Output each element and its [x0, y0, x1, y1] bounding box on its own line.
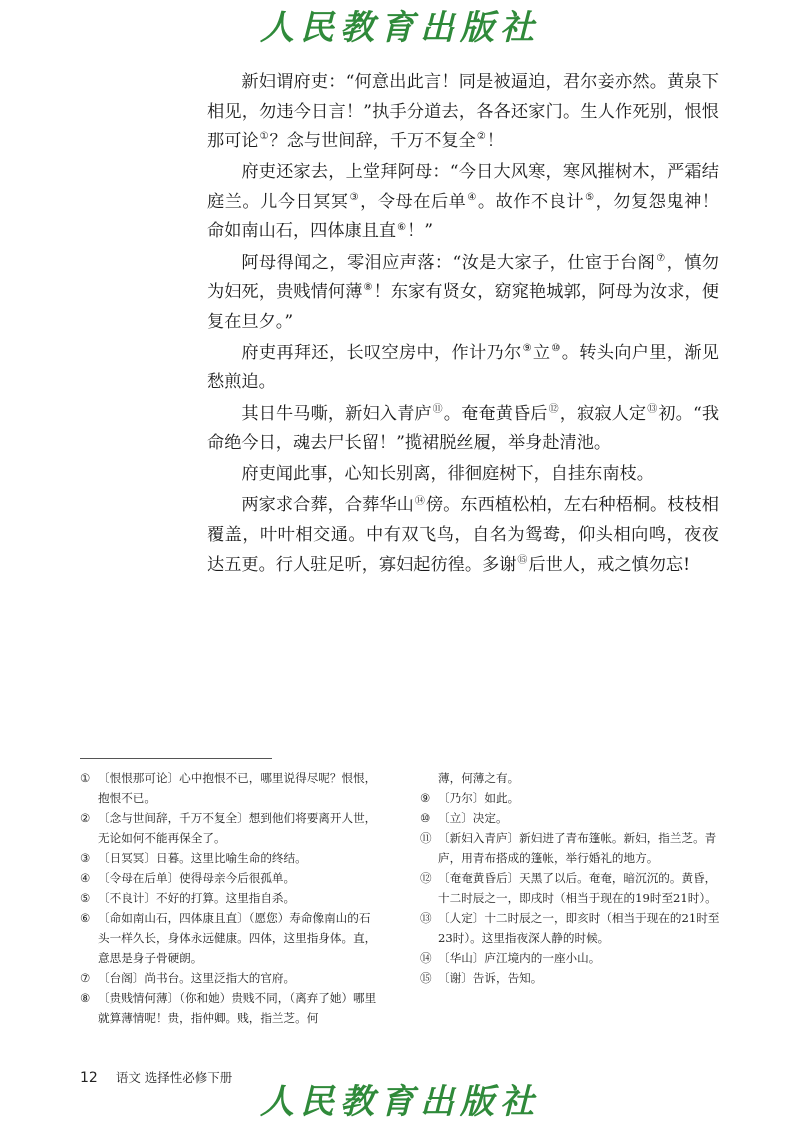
poem-text-run: ！”: [407, 221, 434, 242]
poem-text-run: 新妇谓府吏：“何意出此言！同是被逼迫，君尔妾亦然。黄泉下相见，勿违今日言！”执手分道去，各各还家门。生人作死别，恨恨那可论: [207, 72, 719, 152]
poem-paragraph: [207, 460, 719, 490]
poem-text-run: ，寂寂人定: [559, 403, 647, 424]
footnote-marker[interactable]: ⑤: [585, 192, 595, 204]
poem-text-run: 府吏还家去，上堂拜阿母：“今日大风寒，寒风摧树木，严霜结庭兰。儿今日冥冥: [207, 162, 719, 212]
footnote-text: 〔台阁〕尚书台。这里泛指大的官府。: [98, 971, 296, 985]
footnote-text: 〔令母在后单〕使得母亲今后很孤单。: [98, 871, 296, 885]
book-title: 语文 选择性必修下册: [115, 1070, 233, 1085]
poem-text-run: 两家求合葬，合葬华山: [241, 495, 414, 516]
footnotes-left-column: [80, 768, 380, 1028]
poem-text-run: ？念与世间辞，千万不复全: [269, 131, 476, 152]
footnote-text: 〔贵贱情何薄〕（你和她）贵贱不同，（离弃了她）哪里就算薄情呢！贵，指仲卿。贱，指兰芝。何: [98, 991, 377, 1025]
footnote-item: [420, 908, 720, 948]
footnote-number: ①: [80, 771, 91, 785]
footnote-text: 〔命如南山石，四体康且直〕（愿您）寿命像南山的石头一样久长，身体永远健康。四体，这里指身体。直，意思是身子骨硬朗。: [98, 911, 377, 965]
footnote-text: 〔恨恨那可论〕心中抱恨不已，哪里说得尽呢？恨恨，抱恨不已。: [98, 771, 377, 805]
footnote-number: ⑮: [420, 971, 432, 985]
footnote-marker[interactable]: ⑦: [656, 252, 666, 264]
footnote-continuation: [420, 768, 720, 788]
footnote-text: 〔日冥冥〕日暮。这里比喻生命的终结。: [98, 851, 307, 865]
poem-text-run: ，慎勿为妇死，贵贱情何薄: [207, 252, 719, 303]
footnote-item: [80, 968, 380, 988]
poem-paragraph: [207, 400, 719, 459]
footnotes-right-column: [420, 768, 720, 988]
footnote-number: ⑦: [80, 971, 91, 985]
footnote-item: [420, 808, 720, 828]
publisher-logo-top: 人民教育出版社: [260, 8, 540, 48]
poem-text-run: 后世人，戒之慎勿忘!: [528, 554, 690, 575]
footnote-number: ⑬: [420, 911, 432, 925]
footnote-number: ②: [80, 811, 91, 825]
footnote-marker[interactable]: ⑫: [548, 403, 559, 415]
footnote-marker[interactable]: ⑭: [414, 495, 425, 507]
page-number: 12: [80, 1070, 98, 1086]
poem-text-run: 初。“我命绝今日，魂去尸长留！”揽裙脱丝履，举身赴清池。: [207, 403, 720, 454]
poem-text-run: 。转头向户里，渐见愁煎迫。: [207, 342, 719, 393]
footnote-item: [420, 828, 720, 868]
footnote-text: 〔奄奄黄昏后〕天黑了以后。奄奄，暗沉沉的。黄昏，十二时辰之一，即戌时（相当于现在的19时至21时）。: [438, 871, 717, 905]
footnote-text: 〔念与世间辞，千万不复全〕想到他们将要离开人世，无论如何不能再保全了。: [98, 811, 377, 845]
footnote-item: [420, 788, 720, 808]
footnote-item: [80, 768, 380, 808]
poem-paragraph: [207, 491, 719, 580]
footnote-item: [420, 868, 720, 908]
poem-text-run: 阿母得闻之，零泪应声落：“汝是大家子，仕宦于台阁: [241, 252, 656, 273]
footnote-item: [80, 808, 380, 848]
footnote-marker[interactable]: ⑩: [551, 343, 561, 355]
poem-text-run: ，令母在后单: [360, 191, 467, 212]
footnote-text: 〔华山〕庐江境内的一座小山。: [438, 951, 601, 965]
footnote-item: [80, 908, 380, 968]
footnote-text: 〔不良计〕不好的打算。这里指自杀。: [98, 891, 296, 905]
poem-text-run: 。奄奄黄昏后: [443, 403, 548, 424]
poem-text-run: ！东家有贤女，窈窕艳城郭，阿母为汝求，便复在旦夕。”: [207, 282, 719, 332]
footnote-item: [80, 988, 380, 1028]
footnote-marker[interactable]: ⑧: [363, 282, 373, 294]
footnote-marker[interactable]: ⑨: [522, 343, 532, 355]
footnote-marker[interactable]: ⑮: [517, 554, 528, 566]
footnote-text: 〔新妇入青庐〕新妇进了青布篷帐。新妇，指兰芝。青庐，用青布搭成的篷帐，举行婚礼的地方。: [438, 831, 717, 865]
footnote-item: [420, 948, 720, 968]
footnote-number: ⑫: [420, 871, 432, 885]
poem-text-run: ，勿复怨鬼神！命如南山石，四体康且直: [207, 191, 719, 242]
poem-text-run: 傍。东西植松柏，左右种梧桐。枝枝相覆盖，叶叶相交通。中有双飞鸟，自名为鸳鸯，仰头相向鸣，夜夜达五更。行人驻足听，寡妇起彷徨。多谢: [207, 495, 719, 575]
poem-text-run: 。故作不良计: [477, 191, 585, 212]
footnote-text: 〔谢〕告诉，告知。: [438, 971, 543, 985]
footnote-number: ⑧: [80, 991, 91, 1005]
poem-text-run: 立: [532, 342, 551, 363]
footnote-number: ⑪: [420, 831, 432, 845]
poem-text-run: 府吏再拜还，长叹空房中，作计乃尔: [241, 342, 522, 363]
publisher-logo-bottom: 人民教育出版社: [260, 1082, 540, 1122]
footnote-number: ③: [80, 851, 91, 865]
footnote-number: ⑨: [420, 791, 431, 805]
footnote-number: ⑤: [80, 891, 91, 905]
footnote-number: ⑭: [420, 951, 432, 965]
poem-paragraph: [207, 158, 719, 247]
poem-paragraph: [207, 68, 719, 157]
poem-paragraph: [207, 249, 719, 338]
poem-text-run: 府吏闻此事，心知长别离，徘徊庭树下，自挂东南枝。: [241, 464, 654, 485]
footnote-marker[interactable]: ④: [467, 192, 477, 204]
footnote-item: [420, 968, 720, 988]
footnote-marker[interactable]: ③: [349, 192, 360, 204]
footnote-divider: [80, 758, 272, 759]
footnote-text: 〔乃尔〕如此。: [438, 791, 520, 805]
footnote-item: [80, 888, 380, 908]
footnote-item: [80, 848, 380, 868]
footnote-marker[interactable]: ⑥: [397, 221, 407, 233]
footnote-continuation-text: 薄，何薄之有。: [438, 771, 520, 785]
footnote-number: ⑩: [420, 811, 431, 825]
poem-paragraph: [207, 339, 719, 398]
poem-text-run: 其日牛马嘶，新妇入青庐: [241, 403, 432, 424]
footnote-text: 〔立〕决定。: [438, 811, 508, 825]
footnote-marker[interactable]: ⑪: [432, 403, 443, 415]
footnote-marker[interactable]: ⑬: [647, 403, 658, 415]
footnote-marker[interactable]: ②: [476, 131, 486, 143]
poem-text-run: ！: [486, 131, 504, 152]
poem-text: [207, 68, 719, 582]
footnote-number: ④: [80, 871, 91, 885]
footnote-marker[interactable]: ①: [259, 131, 269, 143]
footnote-text: 〔人定〕十二时辰之一，即亥时（相当于现在的21时至23时）。这里指夜深人静的时候。: [438, 911, 720, 945]
footnote-number: ⑥: [80, 911, 91, 925]
footnote-item: [80, 868, 380, 888]
